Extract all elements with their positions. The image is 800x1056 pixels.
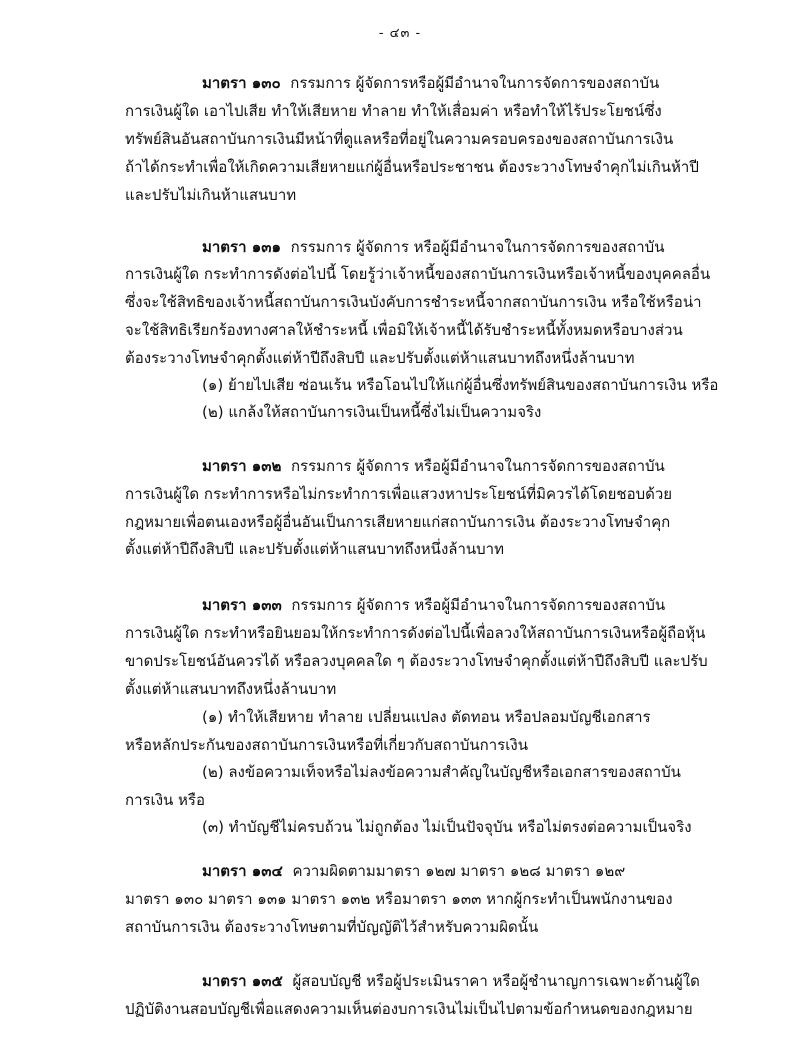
section-text-line: ขาดประโยชน์อันควรได้ หรือลวงบุคคลใด ๆ ต้องระวางโทษจำคุกตั้งแต่ห้าปีถึงสิบปี และปรับ <box>125 652 708 670</box>
section-text: กรรมการ ผู้จัดการ หรือผู้มีอำนาจในการจัดการของสถาบัน <box>290 457 665 475</box>
section-text-line: การเงินผู้ใด กระทำการดังต่อไปนี้ โดยรู้ว่าเจ้าหนี้ของสถาบันการเงินหรือเจ้าหนี้ของบุคคลอื่น <box>125 265 711 283</box>
section-text: กรรมการ ผู้จัดการ หรือผู้มีอำนาจในการจัดการของสถาบัน <box>290 238 665 256</box>
section-134-heading-line <box>202 861 625 881</box>
section-text-line: ถ้าได้กระทำเพื่อให้เกิดความเสียหายแก่ผู้อื่นหรือประชาชน ต้องระวางโทษจำคุกไม่เกินห้าปี <box>125 158 699 176</box>
section-text-line: การเงินผู้ใด กระทำการหรือไม่กระทำการเพื่อแสวงหาประโยชน์ที่มิควรได้โดยชอบด้วย <box>125 485 673 503</box>
section-label: มาตรา ๑๓๐ <box>202 74 281 92</box>
section-text-line: มาตรา ๑๓๐ มาตรา ๑๓๑ มาตรา ๑๓๒ หรือมาตรา ๑๓๓ หากผู้กระทำเป็นพนักงานของ <box>125 890 673 908</box>
section-label: มาตรา ๑๓๔ <box>202 862 283 880</box>
section-text-line: ซึ่งจะใช้สิทธิของเจ้าหนี้สถาบันการเงินบังคับการชำระหนี้จากสถาบันการเงิน หรือใช้หรือน่า <box>125 293 702 311</box>
section-133-heading-line <box>202 595 665 615</box>
section-text-line: ปฏิบัติงานสอบบัญชีเพื่อแสดงความเห็นต่องบการเงินไม่เป็นไปตามข้อกำหนดของกฎหมาย <box>125 1000 693 1018</box>
section-text-line: การเงินผู้ใด เอาไปเสีย ทำให้เสียหาย ทำลาย ทำให้เสื่อมค่า หรือทำให้ไร้ประโยชน์ซึ่ง <box>125 102 662 120</box>
section-item: (๑) ทำให้เสียหาย ทำลาย เปลี่ยนแปลง ตัดทอน หรือปลอมบัญชีเอกสาร <box>202 708 651 726</box>
section-text-line: ตั้งแต่ห้าปีถึงสิบปี และปรับตั้งแต่ห้าแสนบาทถึงหนึ่งล้านบาท <box>125 540 504 558</box>
section-label: มาตรา ๑๓๑ <box>202 238 282 256</box>
page-number: - ๔๓ - <box>378 26 422 41</box>
section-text: กรรมการ ผู้จัดการหรือผู้มีอำนาจในการจัดการของสถาบัน <box>290 74 660 92</box>
section-item-continuation: การเงิน หรือ <box>125 791 205 809</box>
section-item: (๑) ย้ายไปเสีย ซ่อนเร้น หรือโอนไปให้แก่ผู้อื่นซึ่งทรัพย์สินของสถาบันการเงิน หรือ <box>202 376 719 394</box>
section-text-line: และปรับไม่เกินห้าแสนบาท <box>125 186 297 204</box>
section-text: กรรมการ ผู้จัดการ หรือผู้มีอำนาจในการจัดการของสถาบัน <box>291 596 666 614</box>
section-label: มาตรา ๑๓๒ <box>202 457 282 475</box>
section-item-continuation: หรือหลักประกันของสถาบันการเงินหรือที่เกี่ยวกับสถาบันการเงิน <box>125 736 528 754</box>
section-text: ผู้สอบบัญชี หรือผู้ประเมินราคา หรือผู้ชำนาญการเฉพาะด้านผู้ใด <box>292 972 700 990</box>
section-135-heading-line <box>202 971 700 991</box>
section-text-line: ทรัพย์สินอันสถาบันการเงินมีหน้าที่ดูแลหรือที่อยู่ในความครอบครองของสถาบันการเงิน <box>125 130 674 148</box>
section-label: มาตรา ๑๓๕ <box>202 972 283 990</box>
section-item: (๒) แกล้งให้สถาบันการเงินเป็นหนี้ซึ่งไม่เป็นความจริง <box>202 403 542 421</box>
section-text-line: ต้องระวางโทษจำคุกตั้งแต่ห้าปีถึงสิบปี และปรับตั้งแต่ห้าแสนบาทถึงหนึ่งล้านบาท <box>125 349 635 367</box>
section-text-line: สถาบันการเงิน ต้องระวางโทษตามที่บัญญัติไว้สำหรับความผิดนั้น <box>125 918 539 936</box>
section-text-line: กฎหมายเพื่อตนเองหรือผู้อื่นอันเป็นการเสียหายแก่สถาบันการเงิน ต้องระวางโทษจำคุก <box>125 513 671 531</box>
section-label: มาตรา ๑๓๓ <box>202 596 282 614</box>
section-item: (๓) ทำบัญชีไม่ครบถ้วน ไม่ถูกต้อง ไม่เป็นปัจจุบัน หรือไม่ตรงต่อความเป็นจริง <box>202 818 692 836</box>
section-text-line: การเงินผู้ใด กระทำหรือยินยอมให้กระทำการดังต่อไปนี้เพื่อลวงให้สถาบันการเงินหรือผู้ถือหุ้น <box>125 624 706 642</box>
section-text: ความผิดตามมาตรา ๑๒๗ มาตรา ๑๒๘ มาตรา ๑๒๙ <box>292 862 626 880</box>
section-item: (๒) ลงข้อความเท็จหรือไม่ลงข้อความสำคัญในบัญชีหรือเอกสารของสถาบัน <box>202 763 681 781</box>
section-text-line: ตั้งแต่ห้าแสนบาทถึงหนึ่งล้านบาท <box>125 680 337 698</box>
section-130-heading-line <box>202 73 659 93</box>
section-text-line: จะใช้สิทธิเรียกร้องทางศาลให้ชำระหนี้ เพื่อมิให้เจ้าหนี้ได้รับชำระหนี้ทั้งหมดหรือบางส่วน <box>125 321 683 339</box>
section-131-heading-line <box>202 237 664 257</box>
section-132-heading-line <box>202 456 665 476</box>
